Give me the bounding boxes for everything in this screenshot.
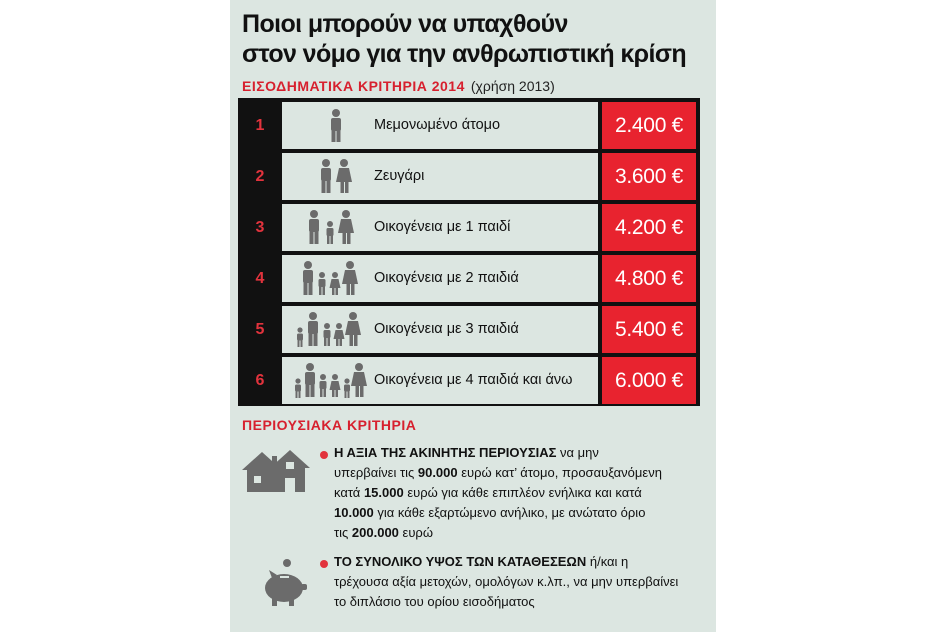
text-span: ή/και η — [586, 554, 629, 569]
text-span: ευρώ για κάθε επιπλέον ενήλικα και κατά — [403, 485, 642, 500]
title-line-1: Ποιοι μπορούν να υπαχθούν — [242, 10, 568, 38]
table-row — [242, 204, 696, 251]
row-value: 3.600 € — [602, 153, 696, 200]
row-label: Οικογένεια με 1 παιδί — [374, 219, 511, 235]
text-line: το διπλάσιο του ορίου εισοδήματος — [334, 594, 535, 609]
subtitle — [242, 78, 555, 94]
row-value: 4.800 € — [602, 255, 696, 302]
infographic-panel — [230, 0, 716, 632]
bullet-icon — [320, 451, 328, 459]
row-number: 3 — [255, 218, 265, 236]
text-span: να μην — [556, 445, 599, 460]
text-span: ευρώ κατ’ άτομο, προσαυξανόμενη — [457, 465, 662, 480]
amount-90000: 90.000 — [417, 465, 458, 480]
row-label: Οικογένεια με 2 παιδιά — [374, 270, 519, 286]
row-description-cell — [282, 102, 598, 149]
row-description-cell — [282, 255, 598, 302]
row-value: 6.000 € — [602, 357, 696, 404]
subtitle-year: (χρήση 2013) — [470, 78, 555, 94]
table-row — [242, 153, 696, 200]
table-row — [242, 357, 696, 404]
text-span: για κάθε εξαρτώμενο ανήλικο, με ανώτατο όριο — [373, 505, 646, 520]
row-number: 2 — [255, 167, 265, 185]
row-label: Ζευγάρι — [374, 168, 425, 184]
property-value-lead: Η ΑΞΙΑ ΤΗΣ ΑΚΙΝΗΤΗΣ ΠΕΡΙΟΥΣΙΑΣ — [334, 445, 557, 460]
amount-200000: 200.000 — [351, 525, 399, 540]
text-span: ευρώ — [398, 525, 433, 540]
row-value: 2.400 € — [602, 102, 696, 149]
row-description-cell — [282, 357, 598, 404]
row-description-cell — [282, 153, 598, 200]
row-label: Οικογένεια με 3 παιδιά — [374, 321, 519, 337]
amount-15000: 15.000 — [363, 485, 404, 500]
property-value-text — [334, 443, 694, 543]
title-line-2: στον νόμο για την ανθρωπιστική κρίση — [242, 40, 687, 68]
row-value: 4.200 € — [602, 204, 696, 251]
property-criteria-heading: ΠΕΡΙΟΥΣΙΑΚΑ ΚΡΙΤΗΡΙΑ — [242, 417, 417, 433]
row-label: Μεμονωμένο άτομο — [374, 117, 501, 133]
row-number: 6 — [255, 371, 265, 389]
row-description-cell — [282, 204, 598, 251]
row-number: 1 — [255, 116, 265, 134]
table-row — [242, 255, 696, 302]
text-span: κατά — [334, 485, 364, 500]
text-span: υπερβαίνει τις — [334, 465, 418, 480]
deposits-text — [334, 552, 694, 612]
row-number: 5 — [255, 320, 265, 338]
deposits-lead: ΤΟ ΣΥΝΟΛΙΚΟ ΥΨΟΣ ΤΩΝ ΚΑΤΑΘΕΣΕΩΝ — [334, 554, 587, 569]
table-row — [242, 102, 696, 149]
row-value: 5.400 € — [602, 306, 696, 353]
text-line: τρέχουσα αξία μετοχών, ομολόγων κ.λπ., να μην υπερβαίνει — [334, 574, 679, 589]
row-number: 4 — [255, 269, 265, 287]
row-description-cell — [282, 306, 598, 353]
houses-icon — [240, 446, 316, 494]
row-label: Οικογένεια με 4 παιδιά και άνω — [374, 372, 573, 388]
amount-10000: 10.000 — [334, 505, 374, 520]
table-row — [242, 306, 696, 353]
piggy-bank-icon — [260, 558, 310, 610]
text-span: τις — [334, 525, 352, 540]
subtitle-income-criteria: ΕΙΣΟΔΗΜΑΤΙΚΑ ΚΡΙΤΗΡΙΑ 2014 — [242, 78, 465, 94]
bullet-icon — [320, 560, 328, 568]
income-table — [238, 98, 700, 406]
